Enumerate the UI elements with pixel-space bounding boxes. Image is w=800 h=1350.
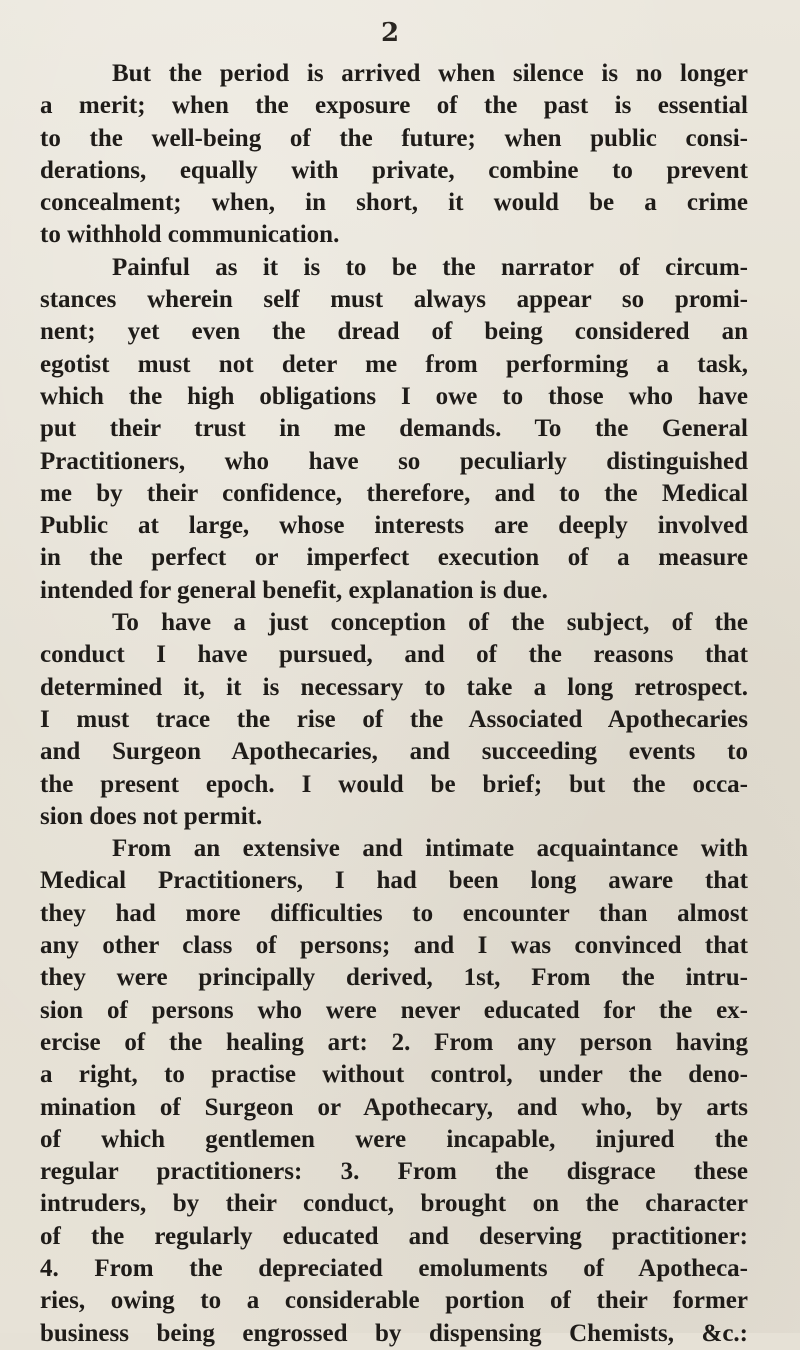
text-line: concealment; when, in short, it would be a crime bbox=[40, 189, 748, 217]
text-line: the present epoch. I would be brief; but the occa- bbox=[40, 770, 748, 798]
text-line: me by their confidence, therefore, and to the Medical bbox=[40, 479, 748, 507]
text-line: stances wherein self must always appear so promi- bbox=[40, 286, 748, 314]
text-line: From an extensive and intimate acquaintance with bbox=[112, 835, 748, 863]
text-line: To have a just conception of the subject, of the bbox=[112, 609, 748, 637]
paragraph bbox=[40, 607, 748, 833]
text-line: ries, owing to a considerable portion of their former bbox=[40, 1287, 748, 1315]
text-line: any other class of persons; and I was convinced that bbox=[40, 932, 748, 960]
text-line: I must trace the rise of the Associated Apothecaries bbox=[40, 705, 748, 733]
text-line: nent; yet even the dread of being considered an bbox=[40, 318, 748, 346]
text-line: of the regularly educated and deserving practitioner: bbox=[40, 1222, 748, 1250]
text-line: they had more difficulties to encounter than almost bbox=[40, 899, 748, 927]
text-line: of which gentlemen were incapable, injured the bbox=[40, 1125, 748, 1153]
paragraph bbox=[40, 833, 748, 1350]
text-line: and Surgeon Apothecaries, and succeeding events to bbox=[40, 738, 748, 766]
text-line: Public at large, whose interests are deeply involved bbox=[40, 512, 748, 540]
text-line: put their trust in me demands. To the General bbox=[40, 415, 748, 443]
text-line: egotist must not deter me from performing a task, bbox=[40, 350, 748, 378]
text-line: intended for general benefit, explanation is due. bbox=[40, 576, 548, 604]
text-line: a right, to practise without control, under the deno- bbox=[40, 1061, 748, 1089]
text-line: sion does not permit. bbox=[40, 802, 263, 830]
text-line: determined it, it is necessary to take a long retrospect. bbox=[40, 673, 748, 701]
text-line: 4. From the depreciated emoluments of Apotheca- bbox=[40, 1254, 748, 1282]
text-line: ercise of the healing art: 2. From any person having bbox=[40, 1028, 748, 1056]
text-line: Painful as it is to be the narrator of circum- bbox=[112, 253, 748, 281]
text-line: But the period is arrived when silence is no longer bbox=[112, 60, 748, 87]
text-line: mination of Surgeon or Apothecary, and who, by arts bbox=[40, 1093, 748, 1121]
body-text bbox=[40, 58, 748, 1350]
text-line: to the well-being of the future; when public consi- bbox=[40, 124, 748, 152]
page-number: 2 bbox=[380, 18, 400, 48]
text-line: in the perfect or imperfect execution of a measure bbox=[40, 544, 748, 572]
text-line: conduct I have pursued, and of the reasons that bbox=[40, 641, 748, 669]
text-line: business being engrossed by dispensing Chemists, &c.: bbox=[40, 1319, 748, 1347]
text-line: intruders, by their conduct, brought on the character bbox=[40, 1190, 748, 1218]
text-line: a merit; when the exposure of the past is essential bbox=[40, 92, 748, 120]
text-line: Medical Practitioners, I had been long aware that bbox=[40, 867, 748, 895]
text-line: sion of persons who were never educated for the ex- bbox=[40, 996, 748, 1024]
text-line: derations, equally with private, combine to prevent bbox=[40, 156, 748, 184]
text-line: they were principally derived, 1st, From the intru- bbox=[40, 964, 748, 992]
text-line: Practitioners, who have so peculiarly distinguished bbox=[40, 447, 748, 475]
text-line: regular practitioners: 3. From the disgrace these bbox=[40, 1158, 748, 1186]
text-line: to withhold communication. bbox=[40, 221, 340, 249]
paragraph bbox=[40, 58, 748, 252]
text-line: which the high obligations I owe to those who have bbox=[40, 382, 748, 410]
paragraph bbox=[40, 252, 748, 607]
